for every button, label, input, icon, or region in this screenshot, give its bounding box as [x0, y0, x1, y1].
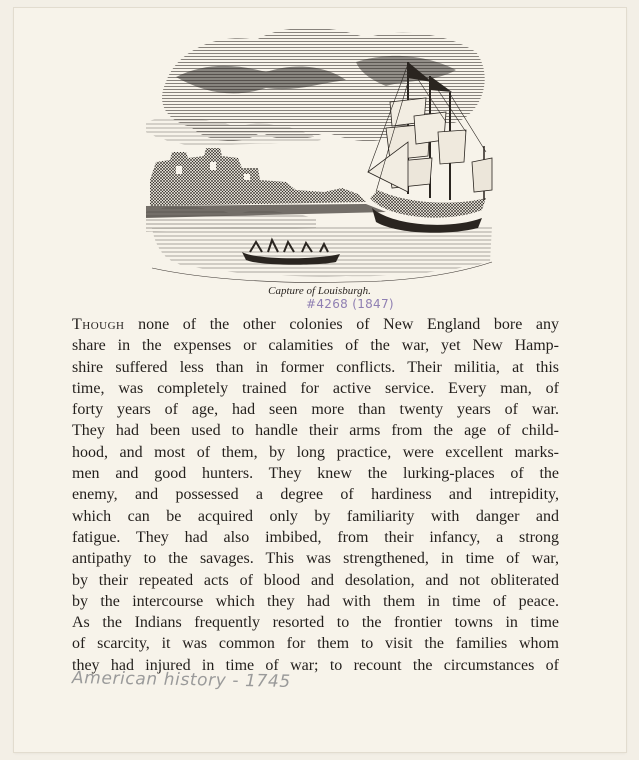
text-line: men and good hunters. They knew the lurking-places of the	[72, 465, 559, 483]
text-line: time, was completely trained for active service. Every man, of	[72, 379, 559, 397]
handwritten-note: American history - 1745	[71, 668, 291, 692]
text-line: They had been used to handle their arms from the age of child-	[72, 422, 559, 440]
text-line: fatigue. They had also imbibed, from their infancy, a strong	[72, 528, 559, 546]
text-line: they had injured in time of war; to recount the circumstances of	[72, 656, 559, 674]
text-line	[72, 314, 559, 335]
text-line: As the Indians frequently resorted to the frontier towns in time	[72, 614, 559, 632]
text-line-content: none of the other colonies of New England bore any	[124, 316, 559, 333]
text-line: shire suffered less than in former conflicts. Their militia, at this	[72, 358, 559, 376]
text-line: hood, and most of them, by long practice, were excellent marks-	[72, 443, 559, 461]
illustration-caption: Capture of Louisburgh.	[268, 285, 371, 297]
text-line: enemy, and possessed a degree of hardiness and intrepidity,	[72, 486, 559, 504]
text-line: share in the expenses or calamities of the war, yet New Hamp-	[72, 337, 559, 355]
text-line: forty years of age, had seen more than twenty years of war.	[72, 401, 559, 419]
text-line: by their repeated acts of blood and desolation, and not obliterated	[72, 571, 559, 589]
engraving-illustration	[146, 22, 498, 284]
lead-word: Though	[72, 316, 125, 333]
text-line: of scarcity, it was common for them to visit the families whom	[72, 635, 559, 653]
text-line: antipathy to the savages. This was strengthened, in time of war,	[72, 550, 559, 568]
text-line: by the intercourse which they had with them in time of peace.	[72, 592, 559, 610]
body-paragraph	[72, 314, 559, 676]
pencil-catalog-number: #4268 (1847)	[306, 297, 394, 311]
text-line: which can be acquired only by familiarity with danger and	[72, 507, 559, 525]
